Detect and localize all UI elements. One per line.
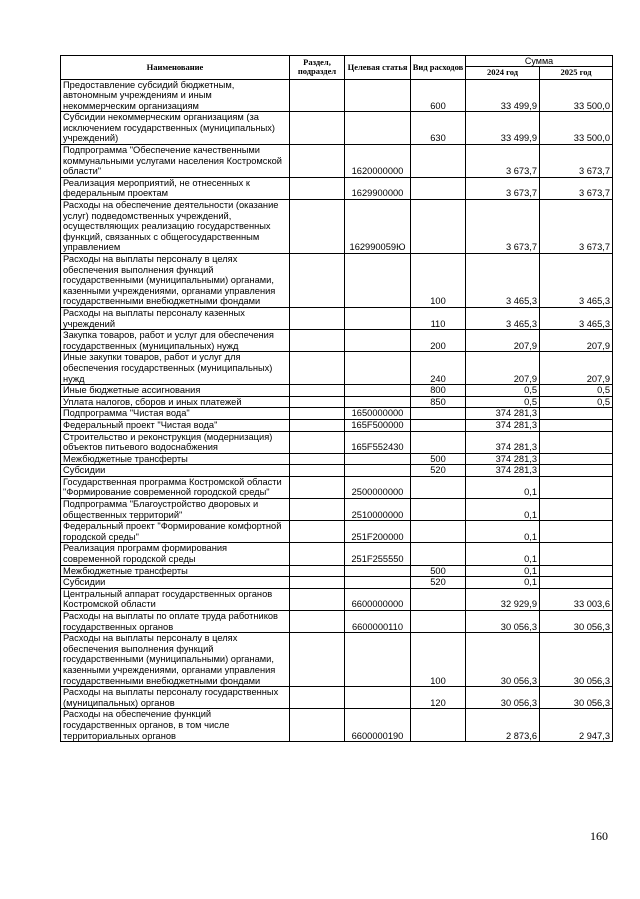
table-row: [61, 79, 613, 112]
cell-section: [290, 79, 345, 112]
table-row: [61, 476, 613, 498]
cell-target: 6600000190: [345, 709, 411, 742]
header-target: Целевая статья: [345, 56, 411, 80]
cell-name: Федеральный проект "Формирование комфортной городской среды": [61, 521, 290, 543]
cell-section: [290, 565, 345, 577]
table-row: [61, 254, 613, 308]
cell-name: Центральный аппарат государственных органов Костромской области: [61, 588, 290, 610]
cell-target: [345, 565, 411, 577]
cell-y2024: 374 281,3: [466, 419, 540, 431]
table-row: [61, 112, 613, 145]
cell-y2025: [540, 476, 613, 498]
cell-y2024: 3 673,7: [466, 200, 540, 254]
cell-name: Расходы на выплаты персоналу в целях обеспечения выполнения функций государственными (муниципальными) органами, казенными учреждениями, органами управления государственными внебюджетными фондами: [61, 254, 290, 308]
cell-target: [345, 307, 411, 329]
table-row: [61, 687, 613, 709]
cell-y2024: 3 673,7: [466, 177, 540, 199]
cell-y2024: 0,1: [466, 577, 540, 589]
cell-target: [345, 254, 411, 308]
table-row: [61, 521, 613, 543]
cell-section: [290, 307, 345, 329]
cell-y2025: 30 056,3: [540, 611, 613, 633]
cell-section: [290, 499, 345, 521]
cell-target: [345, 396, 411, 408]
cell-y2024: 0,5: [466, 385, 540, 397]
cell-name: Предоставление субсидий бюджетным, автономным учреждениям и иным некоммерческим организациям: [61, 79, 290, 112]
cell-type: [411, 177, 466, 199]
cell-name: Расходы на выплаты персоналу в целях обеспечения выполнения функций государственными (муниципальными) органами, казенными учреждениями, органами управления государственными внебюджетными фондами: [61, 633, 290, 687]
cell-y2024: 33 499,9: [466, 79, 540, 112]
cell-target: 2510000000: [345, 499, 411, 521]
cell-name: Субсидии: [61, 465, 290, 477]
cell-section: [290, 254, 345, 308]
cell-name: Уплата налогов, сборов и иных платежей: [61, 396, 290, 408]
cell-name: Межбюджетные трансферты: [61, 565, 290, 577]
cell-y2025: 3 465,3: [540, 307, 613, 329]
cell-y2024: 30 056,3: [466, 687, 540, 709]
cell-y2025: 33 500,0: [540, 79, 613, 112]
table-row: [61, 588, 613, 610]
cell-y2025: 0,5: [540, 396, 613, 408]
cell-y2025: [540, 543, 613, 565]
cell-type: [411, 408, 466, 420]
cell-target: 1629900000: [345, 177, 411, 199]
header-sum: Сумма: [466, 56, 613, 67]
cell-type: [411, 499, 466, 521]
cell-target: [345, 453, 411, 465]
cell-name: Расходы на выплаты по оплате труда работников государственных органов: [61, 611, 290, 633]
cell-target: [345, 79, 411, 112]
cell-y2024: 2 873,6: [466, 709, 540, 742]
cell-target: 2500000000: [345, 476, 411, 498]
cell-section: [290, 145, 345, 178]
cell-y2024: 374 281,3: [466, 431, 540, 453]
cell-section: [290, 408, 345, 420]
header-year-2025: 2025 год: [540, 67, 613, 80]
cell-target: 162990059Ю: [345, 200, 411, 254]
cell-y2025: [540, 577, 613, 589]
cell-y2025: 30 056,3: [540, 633, 613, 687]
cell-target: [345, 577, 411, 589]
cell-y2025: 3 673,7: [540, 200, 613, 254]
cell-type: 500: [411, 565, 466, 577]
cell-y2025: [540, 565, 613, 577]
cell-y2024: 374 281,3: [466, 453, 540, 465]
cell-section: [290, 465, 345, 477]
cell-section: [290, 352, 345, 385]
table-row: [61, 408, 613, 420]
table-row: [61, 419, 613, 431]
cell-type: [411, 200, 466, 254]
cell-target: [345, 687, 411, 709]
cell-y2024: 3 465,3: [466, 254, 540, 308]
header-section: Раздел, подраздел: [290, 56, 345, 80]
table-row: [61, 307, 613, 329]
cell-target: 251F255550: [345, 543, 411, 565]
cell-y2025: [540, 453, 613, 465]
cell-target: 1650000000: [345, 408, 411, 420]
cell-name: Закупка товаров, работ и услуг для обеспечения государственных (муниципальных) нужд: [61, 330, 290, 352]
table-row: [61, 431, 613, 453]
cell-y2024: 30 056,3: [466, 611, 540, 633]
cell-section: [290, 396, 345, 408]
table-row: [61, 709, 613, 742]
cell-name: Подпрограмма "Обеспечение качественными коммунальными услугами населения Костромской области": [61, 145, 290, 178]
cell-type: 110: [411, 307, 466, 329]
cell-y2025: 0,5: [540, 385, 613, 397]
table-row: [61, 200, 613, 254]
cell-type: [411, 588, 466, 610]
cell-type: [411, 543, 466, 565]
table-row: [61, 543, 613, 565]
cell-y2024: 0,5: [466, 396, 540, 408]
budget-table-container: [60, 55, 613, 742]
cell-name: Расходы на выплаты персоналу государственных (муниципальных) органов: [61, 687, 290, 709]
cell-name: Расходы на обеспечение деятельности (оказание услуг) подведомственных учреждений, осуществляющих реализацию государственных функций, связанных с общегосударственным управлением: [61, 200, 290, 254]
page-number: 160: [590, 829, 608, 843]
cell-y2025: 3 673,7: [540, 145, 613, 178]
cell-target: 6600000000: [345, 588, 411, 610]
cell-name: Субсидии некоммерческим организациям (за исключением государственных (муниципальных) учреждений): [61, 112, 290, 145]
cell-y2025: 33 003,6: [540, 588, 613, 610]
cell-name: Подпрограмма "Благоустройство дворовых и общественных территорий": [61, 499, 290, 521]
cell-section: [290, 112, 345, 145]
cell-y2025: 33 500,0: [540, 112, 613, 145]
cell-target: [345, 385, 411, 397]
cell-y2025: [540, 465, 613, 477]
cell-type: [411, 419, 466, 431]
cell-type: 520: [411, 577, 466, 589]
cell-name: Субсидии: [61, 577, 290, 589]
cell-y2024: 374 281,3: [466, 465, 540, 477]
cell-name: Расходы на обеспечение функций государственных органов, в том числе территориальных органов: [61, 709, 290, 742]
cell-target: [345, 352, 411, 385]
cell-target: 1620000000: [345, 145, 411, 178]
table-row: [61, 577, 613, 589]
cell-target: [345, 465, 411, 477]
cell-y2025: 3 673,7: [540, 177, 613, 199]
cell-y2025: [540, 499, 613, 521]
cell-y2025: 30 056,3: [540, 687, 613, 709]
cell-y2025: [540, 419, 613, 431]
cell-type: 800: [411, 385, 466, 397]
cell-section: [290, 521, 345, 543]
cell-y2025: [540, 408, 613, 420]
cell-y2024: 30 056,3: [466, 633, 540, 687]
cell-name: Реализация мероприятий, не отнесенных к федеральным проектам: [61, 177, 290, 199]
table-row: [61, 177, 613, 199]
cell-y2024: 0,1: [466, 565, 540, 577]
cell-target: [345, 330, 411, 352]
cell-type: 100: [411, 254, 466, 308]
cell-section: [290, 633, 345, 687]
cell-section: [290, 177, 345, 199]
cell-name: Строительство и реконструкция (модернизация) объектов питьевого водоснабжения: [61, 431, 290, 453]
cell-type: 240: [411, 352, 466, 385]
cell-target: [345, 633, 411, 687]
cell-type: 630: [411, 112, 466, 145]
cell-type: 850: [411, 396, 466, 408]
cell-y2025: [540, 521, 613, 543]
table-body: [61, 79, 613, 742]
cell-y2024: 0,1: [466, 521, 540, 543]
cell-name: Иные закупки товаров, работ и услуг для обеспечения государственных (муниципальных) нужд: [61, 352, 290, 385]
table-row: [61, 385, 613, 397]
cell-name: Подпрограмма "Чистая вода": [61, 408, 290, 420]
cell-section: [290, 543, 345, 565]
cell-section: [290, 419, 345, 431]
cell-type: 600: [411, 79, 466, 112]
cell-type: 500: [411, 453, 466, 465]
cell-target: 6600000110: [345, 611, 411, 633]
cell-y2024: 207,9: [466, 330, 540, 352]
header-year-2024: 2024 год: [466, 67, 540, 80]
cell-type: 520: [411, 465, 466, 477]
cell-target: 251F200000: [345, 521, 411, 543]
cell-y2024: 33 499,9: [466, 112, 540, 145]
cell-name: Федеральный проект "Чистая вода": [61, 419, 290, 431]
cell-y2024: 207,9: [466, 352, 540, 385]
table-row: [61, 611, 613, 633]
cell-section: [290, 476, 345, 498]
cell-name: Межбюджетные трансферты: [61, 453, 290, 465]
budget-table: [60, 55, 613, 742]
cell-section: [290, 453, 345, 465]
cell-section: [290, 588, 345, 610]
cell-name: Иные бюджетные ассигнования: [61, 385, 290, 397]
header-type: Вид расходов: [411, 56, 466, 80]
table-row: [61, 499, 613, 521]
table-row: [61, 145, 613, 178]
cell-type: [411, 611, 466, 633]
cell-section: [290, 611, 345, 633]
cell-y2024: 0,1: [466, 499, 540, 521]
header-name: Наименование: [61, 56, 290, 80]
cell-target: [345, 112, 411, 145]
cell-type: 100: [411, 633, 466, 687]
cell-y2025: 3 465,3: [540, 254, 613, 308]
cell-y2025: 207,9: [540, 352, 613, 385]
table-row: [61, 453, 613, 465]
cell-type: [411, 521, 466, 543]
cell-y2024: 32 929,9: [466, 588, 540, 610]
table-row: [61, 396, 613, 408]
cell-y2025: 2 947,3: [540, 709, 613, 742]
cell-section: [290, 687, 345, 709]
table-row: [61, 330, 613, 352]
table-row: [61, 633, 613, 687]
cell-y2024: 0,1: [466, 476, 540, 498]
cell-target: 165F500000: [345, 419, 411, 431]
cell-y2024: 3 465,3: [466, 307, 540, 329]
table-row: [61, 352, 613, 385]
cell-section: [290, 200, 345, 254]
cell-type: 120: [411, 687, 466, 709]
cell-y2024: 3 673,7: [466, 145, 540, 178]
cell-type: [411, 476, 466, 498]
cell-name: Государственная программа Костромской области "Формирование современной городской среды": [61, 476, 290, 498]
table-row: [61, 565, 613, 577]
cell-y2025: [540, 431, 613, 453]
cell-target: 165F552430: [345, 431, 411, 453]
cell-section: [290, 330, 345, 352]
table-row: [61, 465, 613, 477]
cell-name: Расходы на выплаты персоналу казенных учреждений: [61, 307, 290, 329]
cell-section: [290, 577, 345, 589]
cell-type: 200: [411, 330, 466, 352]
cell-y2025: 207,9: [540, 330, 613, 352]
cell-section: [290, 385, 345, 397]
cell-section: [290, 709, 345, 742]
cell-type: [411, 709, 466, 742]
cell-y2024: 374 281,3: [466, 408, 540, 420]
cell-section: [290, 431, 345, 453]
cell-type: [411, 145, 466, 178]
cell-type: [411, 431, 466, 453]
cell-name: Реализация программ формирования современной городской среды: [61, 543, 290, 565]
cell-y2024: 0,1: [466, 543, 540, 565]
